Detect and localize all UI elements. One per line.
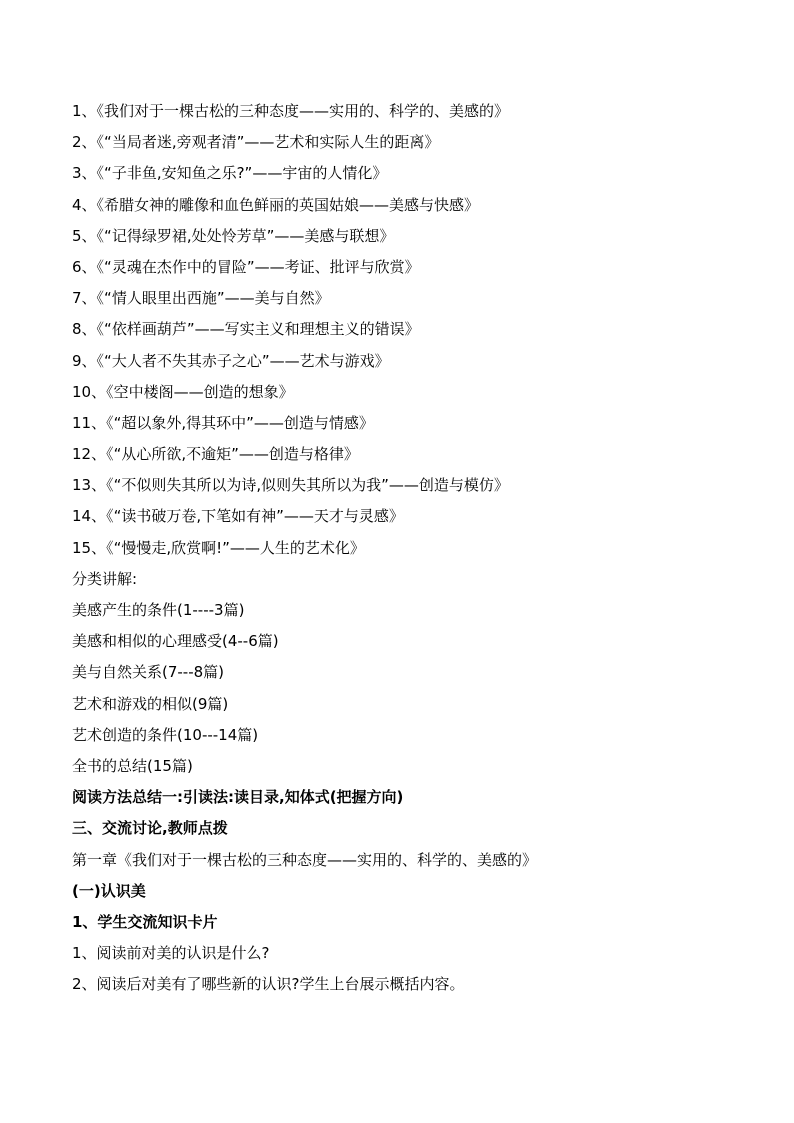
- chapter-item-3: 3、《“子非鱼,安知鱼之乐?”——宇宙的人情化》: [72, 164, 388, 183]
- category-item-5: 艺术创造的条件(10---14篇): [72, 725, 259, 744]
- question-item-1: 1、阅读前对美的认识是什么?: [72, 944, 270, 963]
- category-item-6: 全书的总结(15篇): [72, 756, 193, 775]
- question-item-2: 2、阅读后对美有了哪些新的认识?学生上台展示概括内容。: [72, 975, 465, 994]
- chapter-item-15: 15、《“慢慢走,欣赏啊!”——人生的艺术化》: [72, 538, 365, 557]
- method-summary: 阅读方法总结一:引读法:读目录,知体式(把握方向): [72, 788, 404, 807]
- subsection-one-heading: (一)认识美: [72, 881, 146, 900]
- chapter-one-title: 第一章《我们对于一棵古松的三种态度——实用的、科学的、美感的》: [72, 850, 538, 869]
- chapter-item-5: 5、《“记得绿罗裙,处处怜芳草”——美感与联想》: [72, 226, 395, 245]
- chapter-item-11: 11、《“超以象外,得其环中”——创造与情感》: [72, 413, 374, 432]
- chapter-item-14: 14、《“读书破万卷,下笔如有神”——天才与灵感》: [72, 507, 404, 526]
- chapter-item-13: 13、《“不似则失其所以为诗,似则失其所以为我”——创造与模仿》: [72, 476, 509, 495]
- chapter-item-6: 6、《“灵魂在杰作中的冒险”——考证、批评与欣赏》: [72, 257, 420, 276]
- category-item-1: 美感产生的条件(1----3篇): [72, 601, 245, 619]
- knowledge-card-heading: 1、学生交流知识卡片: [72, 912, 218, 931]
- chapter-item-7: 7、《“情人眼里出西施”——美与自然》: [72, 289, 330, 308]
- chapter-item-1: 1、《我们对于一棵古松的三种态度——实用的、科学的、美感的》: [72, 102, 510, 120]
- chapter-item-4: 4、《希腊女神的雕像和血色鲜丽的英国姑娘——美感与快感》: [72, 195, 480, 214]
- chapter-item-2: 2、《“当局者迷,旁观者清”——艺术和实际人生的距离》: [72, 133, 440, 152]
- classification-heading: 分类讲解:: [72, 569, 138, 588]
- document-content: [72, 96, 732, 1000]
- chapter-item-10: 10、《空中楼阁——创造的想象》: [72, 382, 294, 401]
- chapter-item-9: 9、《“大人者不失其赤子之心”——艺术与游戏》: [72, 351, 390, 370]
- section-three-heading: 三、交流讨论,教师点拨: [72, 819, 228, 838]
- chapter-item-8: 8、《“依样画葫芦”——写实主义和理想主义的错误》: [72, 320, 420, 339]
- category-item-4: 艺术和游戏的相似(9篇): [72, 694, 229, 713]
- chapter-item-12: 12、《“从心所欲,不逾矩”——创造与格律》: [72, 445, 359, 464]
- category-item-2: 美感和相似的心理感受(4--6篇): [72, 632, 279, 651]
- category-item-3: 美与自然关系(7---8篇): [72, 663, 225, 682]
